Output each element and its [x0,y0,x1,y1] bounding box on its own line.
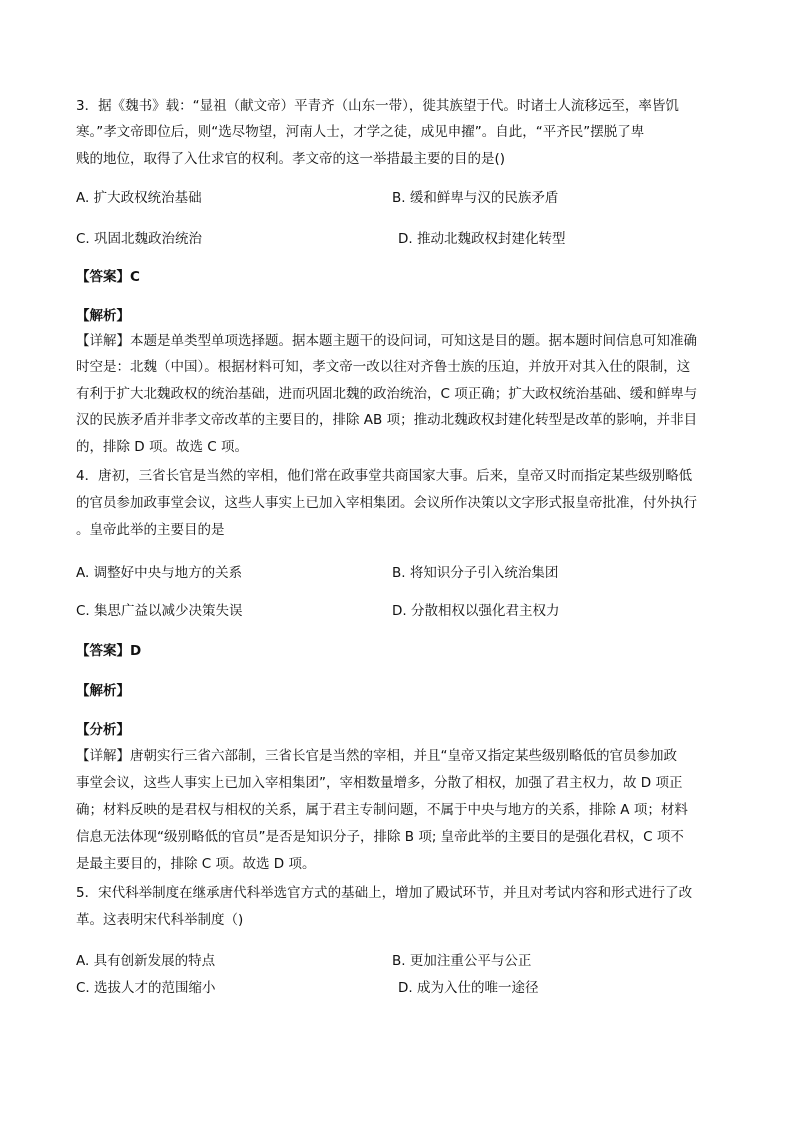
q3-option-a: A. 扩大政权统治基础 [76,190,202,206]
q3-option-c: C. 巩固北魏政治统治 [76,231,203,247]
q3-detail-line-2: 时空是：北魏（中国）。根据材料可知，孝文帝一改以往对齐鲁士族的压迫，并放开对其入仕的限制，这 [76,359,691,375]
q3-detail-line-1: 【详解】本题是单类型单项选择题。据本题主题干的设问词，可知这是目的题。据本题时间信息可知准确 [76,333,697,349]
q5-option-b: B. 更加注重公平与公正 [392,953,532,969]
q4-stem-line-2: 的官员参加政事堂会议，这些人事实上已加入宰相集团。会议所作决策以文字形式报皇帝批准，付外执行 [76,495,697,511]
q4-option-c: C. 集思广益以减少决策失误 [76,603,243,619]
q4-option-b: B. 将知识分子引入统治集团 [392,565,559,581]
q3-option-d: D. 推动北魏政权封建化转型 [398,231,566,247]
q4-detail-line-4: 信息无法体现“级别略低的官员”是否是知识分子，排除 B 项; 皇帝此举的主要目的是强化君权，C 项不 [76,829,684,845]
q3-stem-line-1: 3．据《魏书》载：“显祖（献文帝）平青齐（山东一带），徙其族望于代。时诸士人流移远至，率皆饥 [76,98,679,114]
q4-answer: 【答案】D [76,643,142,659]
q5-option-a: A. 具有创新发展的特点 [76,953,216,969]
q4-detail-line-3: 确；材料反映的是君权与相权的关系，属于君主专制问题，不属于中央与地方的关系，排除 A 项；材料 [76,802,688,818]
q5-option-d: D. 成为入仕的唯一途径 [398,980,539,996]
q5-stem-line-2: 革。这表明宋代科举制度（) [76,912,244,928]
q5-stem-line-1: 5．宋代科举制度在继承唐代科举选官方式的基础上，增加了殿试环节，并且对考试内容和形式进行了改 [76,885,693,901]
q3-analysis-label: 【解析】 [76,308,130,324]
q3-detail-line-4: 汉的民族矛盾并非孝文帝改革的主要目的，排除 AB 项；推动北魏政权封建化转型是改革的影响，并非目 [76,412,698,428]
q4-analysis-label: 【解析】 [76,683,130,699]
q3-option-b: B. 缓和鲜卑与汉的民族矛盾 [392,190,559,206]
q4-stem-line-3: 。皇帝此举的主要目的是 [76,522,225,538]
q4-detail-line-5: 是最主要目的，排除 C 项。故选 D 项。 [76,856,316,872]
q3-detail-line-3: 有利于扩大北魏政权的统治基础，进而巩固北魏的政治统治，C 项正确；扩大政权统治基础、缓和鲜卑与 [76,386,698,402]
q4-option-a: A. 调整好中央与地方的关系 [76,565,243,581]
q3-detail-line-5: 的，排除 D 项。故选 C 项。 [76,439,248,455]
q4-fenxi-label: 【分析】 [76,722,130,738]
q3-stem-line-3: 贱的地位，取得了入仕求官的权利。孝文帝的这一举措最主要的目的是() [76,151,506,167]
q4-detail-line-1: 【详解】唐朝实行三省六部制，三省长官是当然的宰相，并且“皇帝又指定某些级别略低的官员参加政 [76,748,677,764]
q4-stem-line-1: 4．唐初，三省长官是当然的宰相，他们常在政事堂共商国家大事。后来，皇帝又时而指定某些级别略低 [76,468,693,484]
q3-stem-line-2: 寒。”孝文帝即位后，则“选尽物望，河南人士，才学之徒，成见申擢”。自此，“平齐民”摆脱了卑 [76,124,645,140]
q3-answer: 【答案】C [76,269,140,285]
q4-detail-line-2: 事堂会议，这些人事实上已加入宰相集团”，宰相数量增多，分散了相权，加强了君主权力，故 D 项正 [76,775,683,791]
q4-option-d: D. 分散相权以强化君主权力 [392,603,560,619]
q5-option-c: C. 选拔人才的范围缩小 [76,980,216,996]
